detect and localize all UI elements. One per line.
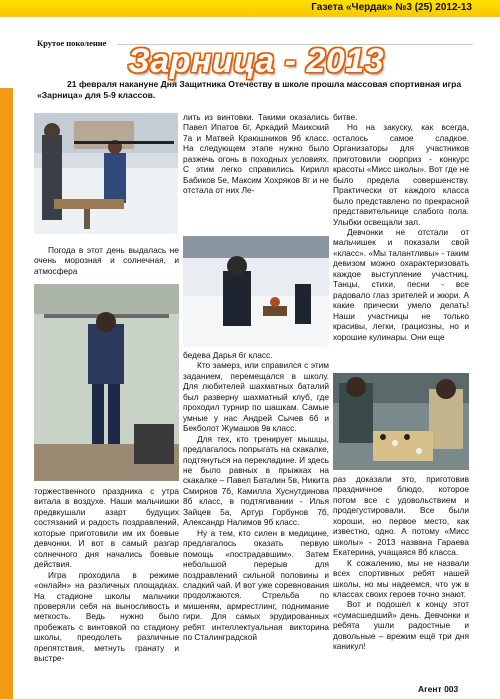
paragraph: лить из винтовки. Такими оказались Павел Ипатов 6г, Аркадий Маикский 7а и Матвей Краюшников 9б класс. На следующем этапе нужно было разжечь огонь в походных условиях. С этим легко справились Кирилл Бабиков 5е, Максим Хохряков 8г и не отстала от них Ле-	[183, 112, 329, 196]
column-1-top	[34, 245, 179, 276]
paragraph: Погода в этот день выдалась не очень морозная и солнечная, и атмосфера	[34, 245, 179, 276]
pull-up-bar-photo	[34, 284, 179, 481]
campfire-photo	[183, 236, 329, 347]
section-label: Крутое поколение	[37, 38, 107, 48]
paragraph: бедева Дарья 6г класс.	[183, 350, 273, 360]
column-3-top	[333, 112, 469, 342]
header-bar	[0, 0, 500, 17]
paragraph: Кто замерз, или справился с этим заданием, перемещался в школу. Для любителей шахматных баталий был разверну шахматный клуб, где проходил турнир по шашкам. Самые умные у нас Андрей Сычев 6б и Бекболот Жумашов 9в класс.	[183, 360, 329, 434]
shooting-range-photo	[34, 113, 178, 234]
paragraph: Ну а тем, кто силен в медицине, предлагалось оказать первую помощь «пострадавшим». Затем небольшой перерыв для поздравлений сильной половины и сладкий чай. И вот уже соревнования продолжаются. Стрельба по мишеням, армрестлинг, поднимание гири. Для самых эрудированных ребят интеллектуальная викторина по Сталинградской	[183, 527, 329, 643]
paragraph: раз доказали это, приготовив праздничное блюдо, которое потом все с удовольствием и продегустировали. Все были хороши, но первое место, как известно, одно. А потому «Мисс школы» - 2013 названа Гараева Екатерина, учащаяся 8б класса.	[333, 474, 469, 558]
paragraph: битве.	[333, 112, 358, 122]
column-1-bottom	[34, 486, 179, 664]
paragraph: Девчонки не отстали от мальчишек и показали свой «класс». «Мы талантливы» - таким девизом можно охарактеризовать каждое выступление участниц. Танцы, стихи, песни - все радовало глаз зрителей и жюри. А какие прически умело делать! Наши участницы не только красивы, легки, грациозны, но и хорошие кулинары. Они еще	[333, 226, 469, 342]
side-accent-bar	[0, 88, 13, 699]
lead-paragraph: 21 февраля накануне Дня Защитника Отечеству в школе прошла массовая спортивная игра «Зарница» для 5-9 классов.	[37, 79, 462, 100]
paragraph: торжественного праздника с утра витала в воздухе. Наши мальчишки предвкушали азарт будущих состязаний и радость поздравлений, которые приготовили им их боевые девчонки. И вот в самый разгар солнечного дня начались боевые действия.	[34, 486, 179, 570]
paragraph: Вот и подошел к концу этот «сумасшедший» день. Девчонки и ребята ушли радостные и довольные – врежим ещё три дня каникул!	[333, 599, 469, 652]
paragraph: Для тех, кто тренирует мышцы, предлагалось попрыгать на скакалке, подтянуться на перекладине. И здесь не было равных в прыжках на скакалке – Павел Баталин 5в, Никита Смирнов 7б, Камилла Хуснутдинова 8б класс, в подтягивании - Илья Зайцев 5а, Артур Горбунов 7б, Александр Налимов 9б класс.	[183, 433, 329, 528]
page-title: Зарница - 2013	[128, 42, 385, 80]
paragraph: Игра проходила в режиме «онлайн» на различных площадках. На стадионе школы мальчики проверяли себя на выносливость и меткость. Ведь нужно было пробежать с винтовкой по стадиону школы, преодолеть различные препятствия, метнуть гранату и выстре-	[34, 569, 179, 664]
author-signature: Агент 003	[418, 684, 459, 694]
column-2-bottom	[183, 350, 329, 643]
checkers-game-photo	[333, 373, 469, 470]
column-3-bottom	[333, 474, 469, 652]
column-2-top	[183, 112, 329, 196]
paragraph: К сожалению, мы не назвали всех спортивных ребят нашей школы, но мы надеемся, что уж в классах своих героев точно знают.	[333, 557, 469, 599]
newspaper-issue: Газета «Чердак» №3 (25) 2012-13	[311, 2, 472, 13]
paragraph: Но на закуску, как всегда, осталось самое сладкое. Организаторы для участников приготовили сюрприз - конкурс красоты «Мисс школы». Вот где не было предела совершенству. Практически от каждого класса было представлено по прекрасной представительнице слабого пола. Улыбки освещали зал.	[333, 122, 469, 227]
